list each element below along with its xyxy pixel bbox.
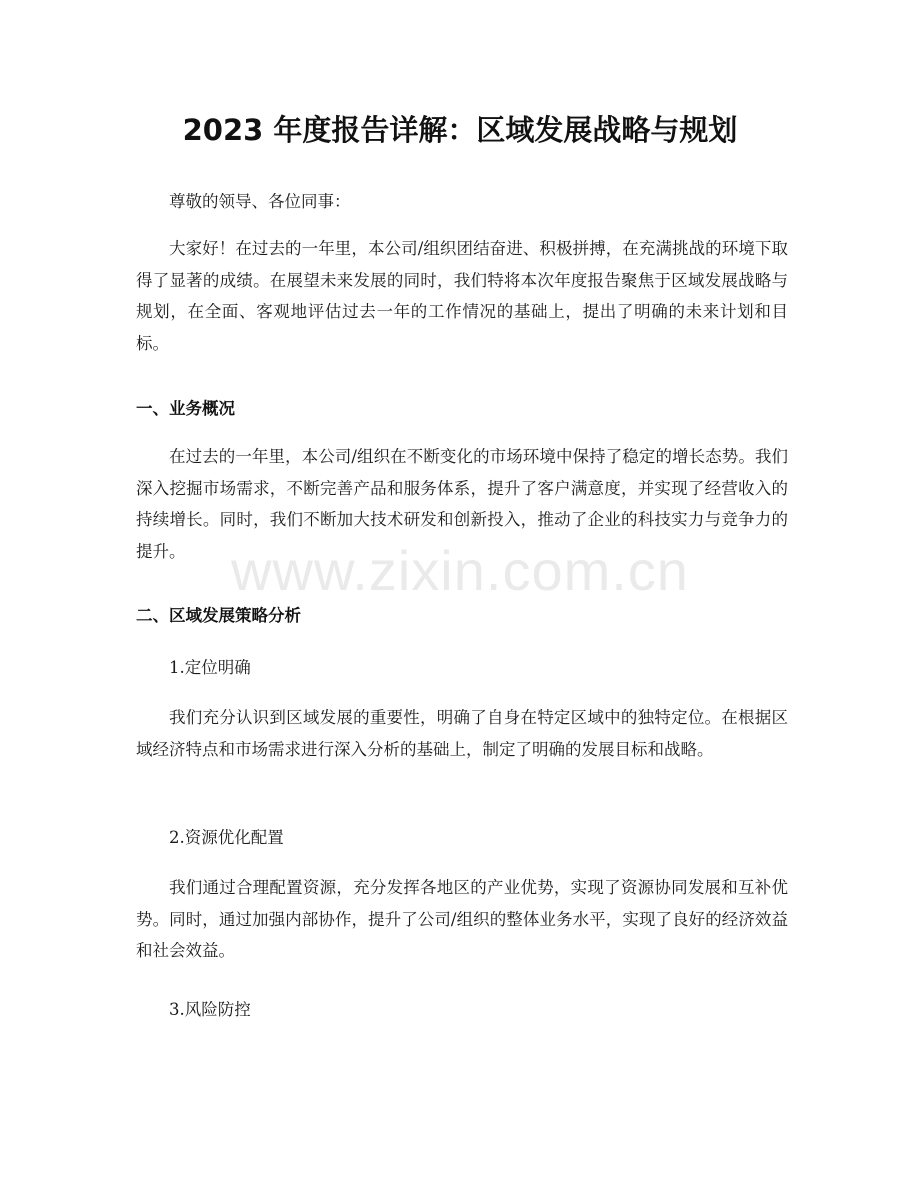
salutation: 尊敬的领导、各位同事：	[169, 192, 351, 211]
positioning-paragraph: 我们充分认识到区域发展的重要性，明确了自身在特定区域中的独特定位。在根据区域经济特点和市场需求进行深入分析的基础上，制定了明确的发展目标和战略。	[136, 708, 788, 759]
subsection-label-risk-control: 3.风险防控	[169, 1000, 251, 1019]
subsection-label-resource-allocation: 2.资源优化配置	[169, 828, 284, 847]
section-heading-business-overview: 一、业务概况	[136, 399, 235, 418]
document-title: 2023 年度报告详解：区域发展战略与规划	[182, 113, 738, 147]
business-overview-paragraph: 在过去的一年里，本公司/组织在不断变化的市场环境中保持了稳定的增长态势。我们深入挖掘市场需求，不断完善产品和服务体系，提升了客户满意度，并实现了经营收入的持续增长。同时，我们不断加大技术研发和创新投入，推动了企业的科技实力与竞争力的提升。	[136, 447, 788, 561]
watermark: www.zixin.com.cn	[231, 539, 689, 602]
subsection-label-positioning: 1.定位明确	[169, 658, 251, 677]
intro-paragraph: 大家好！在过去的一年里，本公司/组织团结奋进、积极拼搏，在充满挑战的环境下取得了显著的成绩。在展望未来发展的同时，我们特将本次年度报告聚焦于区域发展战略与规划，在全面、客观地评估过去一年的工作情况的基础上，提出了明确的未来计划和目标。	[136, 239, 788, 353]
resource-allocation-paragraph: 我们通过合理配置资源，充分发挥各地区的产业优势，实现了资源协同发展和互补优势。同时，通过加强内部协作，提升了公司/组织的整体业务水平，实现了良好的经济效益和社会效益。	[136, 878, 788, 960]
section-heading-regional-strategy: 二、区域发展策略分析	[136, 606, 301, 625]
